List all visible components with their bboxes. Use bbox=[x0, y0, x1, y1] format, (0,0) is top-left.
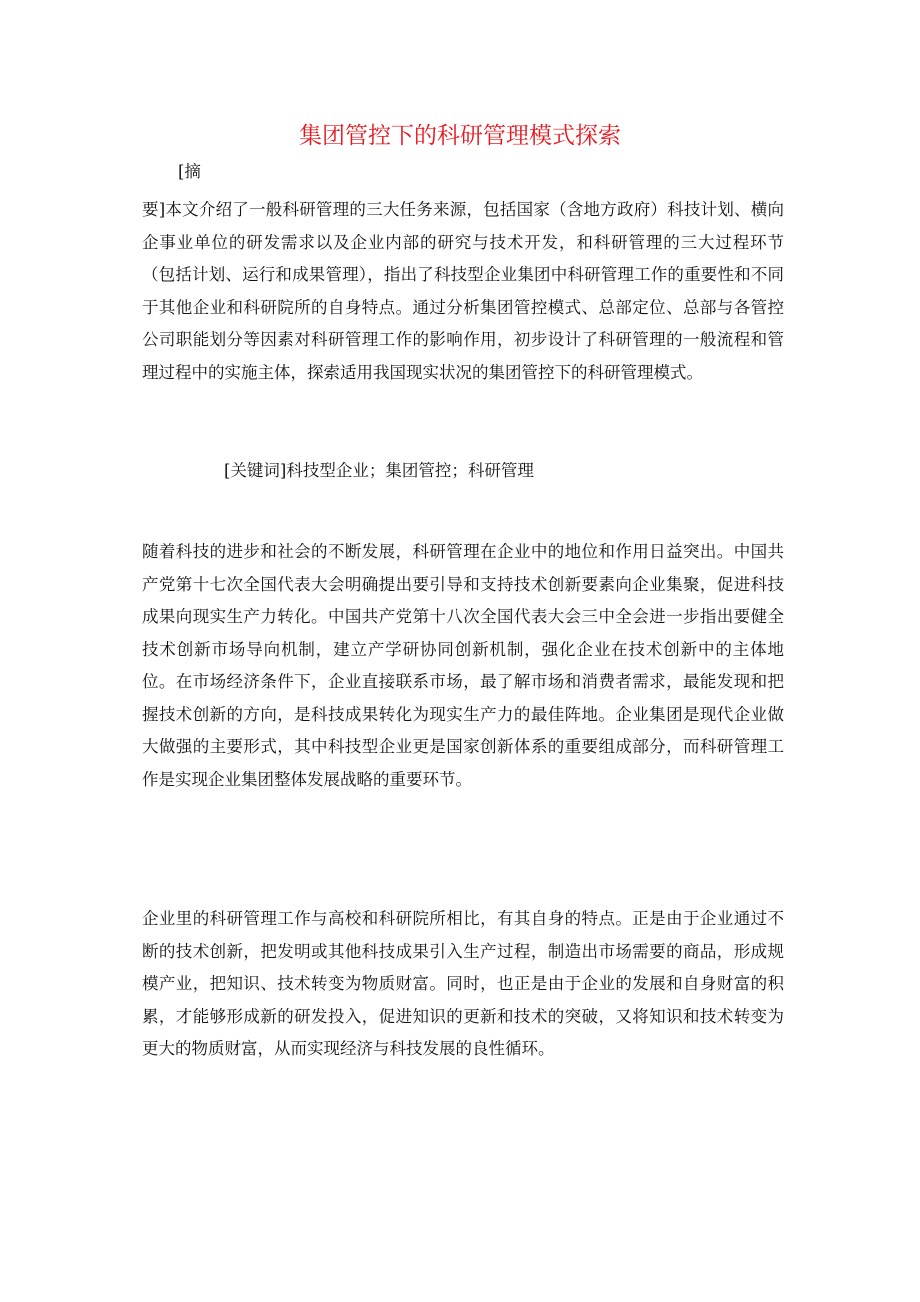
keywords-line: [关键词]科技型企业；集团管控；科研管理 bbox=[224, 461, 534, 480]
body-paragraph: 企业里的科研管理工作与高校和科研院所相比，有其自身的特点。正是由于企业通过不断的技术创新，把发明或其他科技成果引入生产过程，制造出市场需要的商品，形成规模产业，把知识、技术转变为物质财富。同时，也正是由于企业的发展和自身财富的积累，才能够形成新的研发投入，促进知识的更新和技术的突破，又将知识和技术转变为更大的物质财富，从而实现经济与科技发展的良性循环。 bbox=[142, 909, 784, 1058]
document-title: 集团管控下的科研管理模式探索 bbox=[299, 123, 621, 149]
abstract-label: [摘 bbox=[178, 162, 201, 181]
body-paragraph: 随着科技的进步和社会的不断发展，科研管理在企业中的地位和作用日益突出。中国共产党第十七次全国代表大会明确提出要引导和支持技术创新要素向企业集聚，促进科技成果向现实生产力转化。中国共产党第十八次全国代表大会三中全会进一步指出要健全技术创新市场导向机制，建立产学研协同创新机制，强化企业在技术创新中的主体地位。在市场经济条件下，企业直接联系市场，最了解市场和消费者需求，最能发现和把握技术创新的方向，是科技成果转化为现实生产力的最佳阵地。企业集团是现代企业做大做强的主要形式，其中科技型企业更是国家创新体系的重要组成部分，而科研管理工作是实现企业集团整体发展战略的重要环节。 bbox=[142, 542, 784, 789]
abstract-text: 要]本文介绍了一般科研管理的三大任务来源，包括国家（含地方政府）科技计划、横向企事业单位的研发需求以及企业内部的研究与技术开发，和科研管理的三大过程环节（包括计划、运行和成果管理），指出了科技型企业集团中科研管理工作的重要性和不同于其他企业和科研院所的自身特点。通过分析集团管控模式、总部定位、总部与各管控公司职能划分等因素对科研管理工作的影响作用，初步设计了科研管理的一般流程和管理过程中的实施主体，探索适用我国现实状况的集团管控下的科研管理模式。 bbox=[142, 200, 784, 382]
